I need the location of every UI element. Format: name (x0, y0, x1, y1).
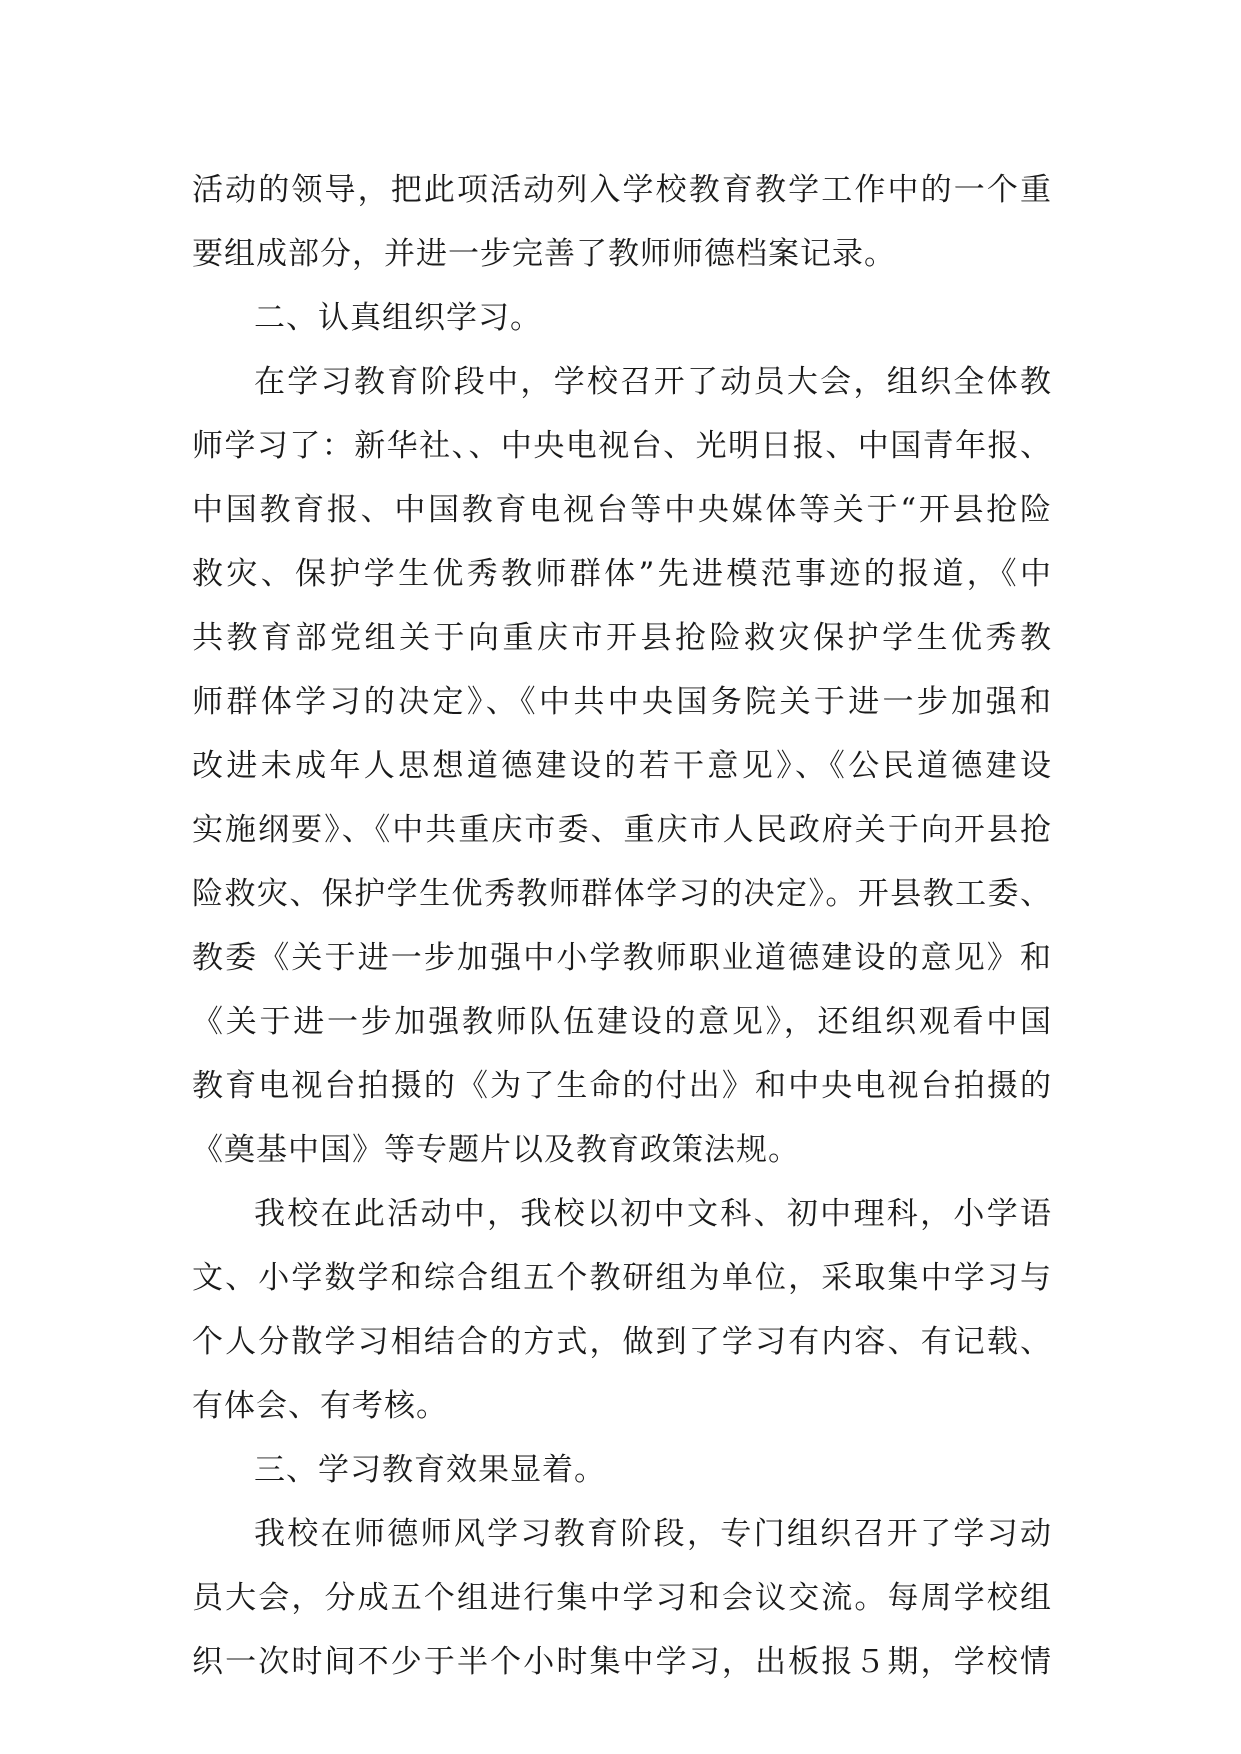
text-line: 二、认真组织学习。 (254, 300, 542, 336)
text-line: 三、学习教育效果显着。 (254, 1452, 606, 1488)
text-line: 教委《关于进一步加强中小学教师职业道德建设的意见》和 (192, 940, 1052, 976)
text-line: 我校在此活动中，我校以初中文科、初中理科，小学语 (254, 1196, 1052, 1232)
text-line: 有体会、有考核。 (192, 1388, 448, 1424)
text-line: 织一次时间不少于半个小时集中学习，出板报５期，学校情 (192, 1644, 1052, 1680)
text-line: 实施纲要》、《中共重庆市委、重庆市人民政府关于向开县抢 (192, 812, 1052, 848)
text-line: 《关于进一步加强教师队伍建设的意见》，还组织观看中国 (192, 1004, 1052, 1040)
body-text (192, 158, 1052, 1694)
text-line: 师群体学习的决定》、《中共中央国务院关于进一步加强和 (192, 684, 1052, 720)
text-line: 改进未成年人思想道德建设的若干意见》、《公民道德建设 (192, 748, 1052, 784)
text-line: 活动的领导，把此项活动列入学校教育教学工作中的一个重 (192, 172, 1052, 208)
text-line: 我校在师德师风学习教育阶段，专门组织召开了学习动 (254, 1516, 1052, 1552)
text-line: 救灾、保护学生优秀教师群体”先进模范事迹的报道，《中 (192, 556, 1052, 592)
text-line: 中国教育报、中国教育电视台等中央媒体等关于“开县抢险 (192, 492, 1052, 528)
text-line: 险救灾、保护学生优秀教师群体学习的决定》。开县教工委、 (192, 876, 1052, 912)
text-line: 员大会，分成五个组进行集中学习和会议交流。每周学校组 (192, 1580, 1052, 1616)
text-line: 《奠基中国》等专题片以及教育政策法规。 (192, 1132, 800, 1168)
text-line: 在学习教育阶段中，学校召开了动员大会，组织全体教 (254, 364, 1052, 400)
text-line: 个人分散学习相结合的方式，做到了学习有内容、有记载、 (192, 1324, 1052, 1360)
text-line: 要组成部分，并进一步完善了教师师德档案记录。 (192, 236, 896, 272)
text-line: 共教育部党组关于向重庆市开县抢险救灾保护学生优秀教 (192, 620, 1052, 656)
text-line: 师学习了：新华社、、中央电视台、光明日报、中国青年报、 (192, 428, 1052, 464)
text-line: 教育电视台拍摄的《为了生命的付出》和中央电视台拍摄的 (192, 1068, 1052, 1104)
text-line: 文、小学数学和综合组五个教研组为单位，采取集中学习与 (192, 1260, 1052, 1296)
